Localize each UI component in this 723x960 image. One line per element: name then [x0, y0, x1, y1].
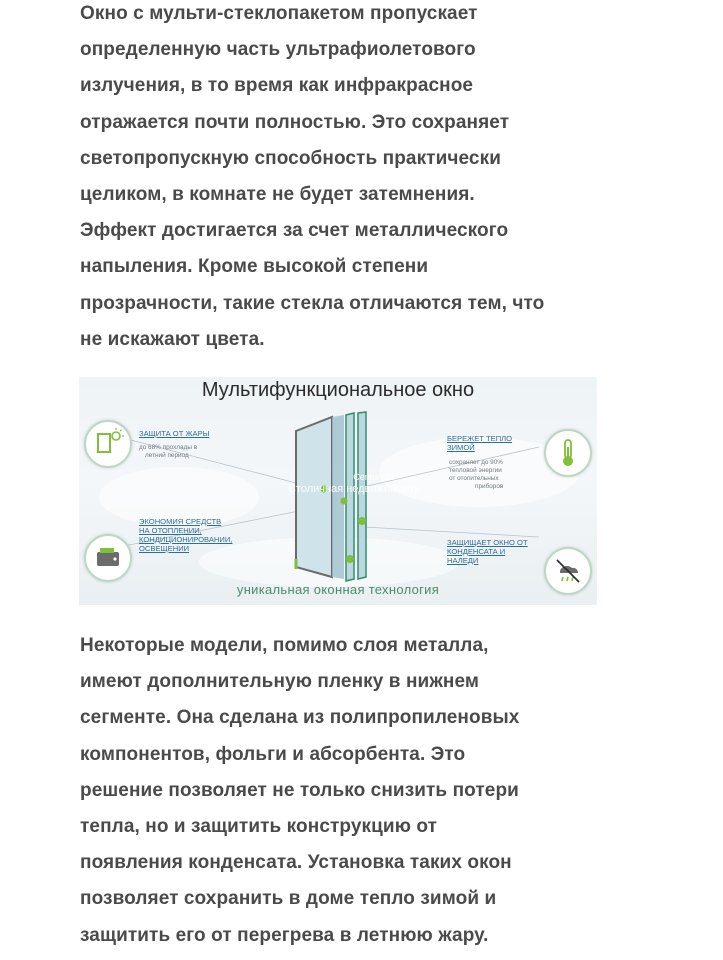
text-line: решение позволяет не только снизить потери: [80, 779, 519, 801]
text-line: не искажают цвета.: [80, 328, 265, 350]
marker-dot: [346, 555, 354, 563]
glass-pane: [358, 412, 366, 579]
keeps-warm-sub: от отопительных: [449, 475, 499, 482]
economy-badge: [84, 534, 132, 582]
glass-pane: [296, 417, 332, 577]
text-line: целиком, в комнате не будет затемнения.: [80, 184, 475, 206]
watermark-line: Столичная недвижимость: [287, 483, 421, 495]
text-line: Окно с мульти-стеклопакетом пропускает: [80, 3, 478, 24]
text-line: компонентов, фольги и абсорбента. Это: [80, 743, 466, 765]
text-line: защитить его от перегрева в летнюю жару.: [80, 924, 489, 946]
glass-edge: [332, 415, 344, 579]
text-line: определенную часть ультрафиолетового: [80, 39, 476, 61]
wallet-icon: [86, 536, 130, 580]
text-line: светопропускную способность практически: [80, 147, 501, 169]
figure-caption: уникальная оконная технология: [236, 582, 440, 597]
condensate-label: КОНДЕНСАТА И: [447, 547, 506, 556]
text-line: Некоторые модели, помимо слоя металла,: [80, 635, 489, 656]
heat-protection-sub: до 68% прохлады в: [139, 444, 198, 451]
text-line: тепла, но и защитить конструкцию от: [80, 816, 438, 838]
text-line: отражается почти полностью. Это сохраняет: [80, 111, 510, 133]
text-line: излучения, в то время как инфракрасное: [80, 75, 474, 97]
text-line: прозрачности, такие стекла отличаются тем, что: [80, 292, 545, 314]
keeps-warm-badge: [544, 429, 592, 477]
condensate-label: ЗАЩИЩАЕТ ОКНО ОТ: [447, 538, 528, 547]
keeps-warm-sub: сохраняет до 90%: [449, 459, 503, 466]
text-line: позволяет сохранить в доме тепло зимой и: [80, 888, 497, 910]
text-line: появления конденсата. Установка таких окон: [80, 852, 512, 874]
text-line: напыления. Кроме высокой степени: [80, 256, 429, 278]
figure-title: Мультифункциональное окно: [201, 379, 475, 401]
watermark-line: Century21: [353, 472, 395, 482]
text-line: сегменте. Она сделана из полипропиленовых: [80, 707, 520, 729]
marker-dot: [358, 517, 366, 525]
heat-protection-sub: летний период: [145, 452, 189, 459]
heat-protection-badge: [84, 420, 132, 468]
window-cross-section: [284, 409, 394, 584]
keeps-warm-sub: приборов: [475, 483, 504, 490]
economy-label: НА ОТОПЛЕНИИ,: [139, 526, 202, 535]
keeps-warm-sub: тепловой энергии: [449, 467, 502, 474]
marker-dot: [341, 498, 348, 505]
thermometer-icon: [546, 431, 590, 475]
heat-protection-label: ЗАЩИТА ОТ ЖАРЫ: [139, 429, 210, 438]
text-line: Эффект достигается за счет металлического: [80, 220, 509, 242]
economy-label: ОСВЕЩЕНИИ: [139, 544, 190, 553]
paragraph-film: [80, 628, 640, 954]
keeps-warm-label: БЕРЕЖЕТ ТЕПЛО: [447, 434, 513, 443]
condensate-label: НАЛЕДИ: [447, 556, 479, 565]
multifunction-window-infographic: [79, 377, 597, 605]
paragraph-intro: [80, 0, 640, 358]
text-line: имеют дополнительную пленку в нижнем: [80, 671, 480, 693]
sun-window-icon: [86, 422, 130, 466]
watermark: [309, 472, 439, 482]
keeps-warm-label: ЗИМОЙ: [447, 443, 475, 452]
watermark: [244, 483, 464, 495]
economy-label: КОНДИЦИОНИРОВАНИИ,: [139, 535, 233, 544]
economy-label: ЭКОНОМИЯ СРЕДСТВ: [139, 517, 222, 526]
